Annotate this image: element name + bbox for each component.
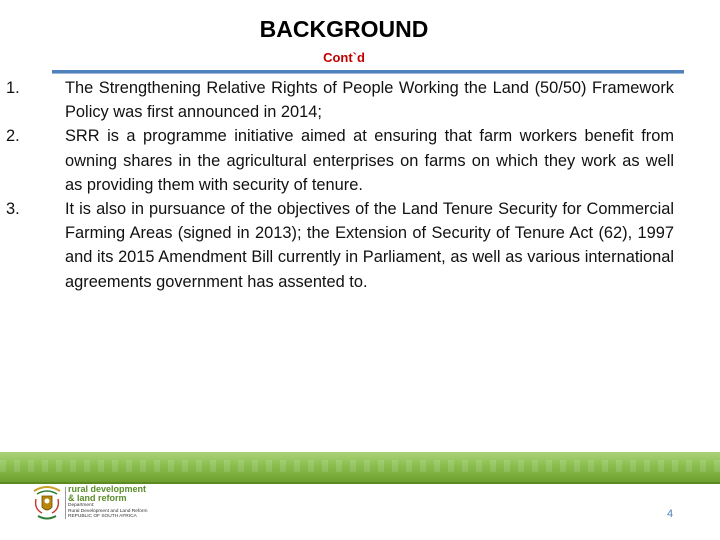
slide-subtitle: Cont`d [323, 50, 365, 65]
logo-text-line2: & land reform [68, 493, 127, 503]
page-number: 4 [666, 508, 674, 520]
list-item-text: The Strengthening Relative Rights of People Working the Land (50/50) Framework Policy was first announced in 2014; [65, 79, 674, 122]
background-list [0, 76, 720, 294]
list-item-text: It is also in pursuance of the objectives of the Land Tenure Security for Commercial Farming Areas (signed in 2013); the Extension of Security of Tenure Act (62), 1997 and its 2015 Amendment Bill currently in Parliament, as well as various international agreements government has assented to. [65, 200, 674, 291]
list-item [0, 124, 720, 197]
list-item-number: 1. [6, 79, 20, 97]
coat-of-arms-icon [30, 483, 64, 523]
list-item-number: 3. [6, 200, 20, 219]
list-item [0, 76, 720, 124]
logo-divider [65, 487, 66, 519]
title-underline [52, 70, 684, 74]
footer-band-texture [0, 460, 720, 472]
list-item-text: SRR is a programme initiative aimed at ensuring that farm workers benefit from owning shares in the agricultural enterprises on farms on which they work as well as providing them with security of tenure. [65, 127, 674, 194]
list-item-number: 2. [6, 127, 20, 146]
logo-department-text: Department: Rural Development and Land Reform REPUBLIC OF SOUTH AFRICA [68, 503, 148, 520]
logo-text-line1: rural development [68, 484, 147, 494]
list-item [0, 197, 720, 294]
slide-title: BACKGROUND [259, 16, 429, 42]
department-logo [30, 483, 150, 523]
